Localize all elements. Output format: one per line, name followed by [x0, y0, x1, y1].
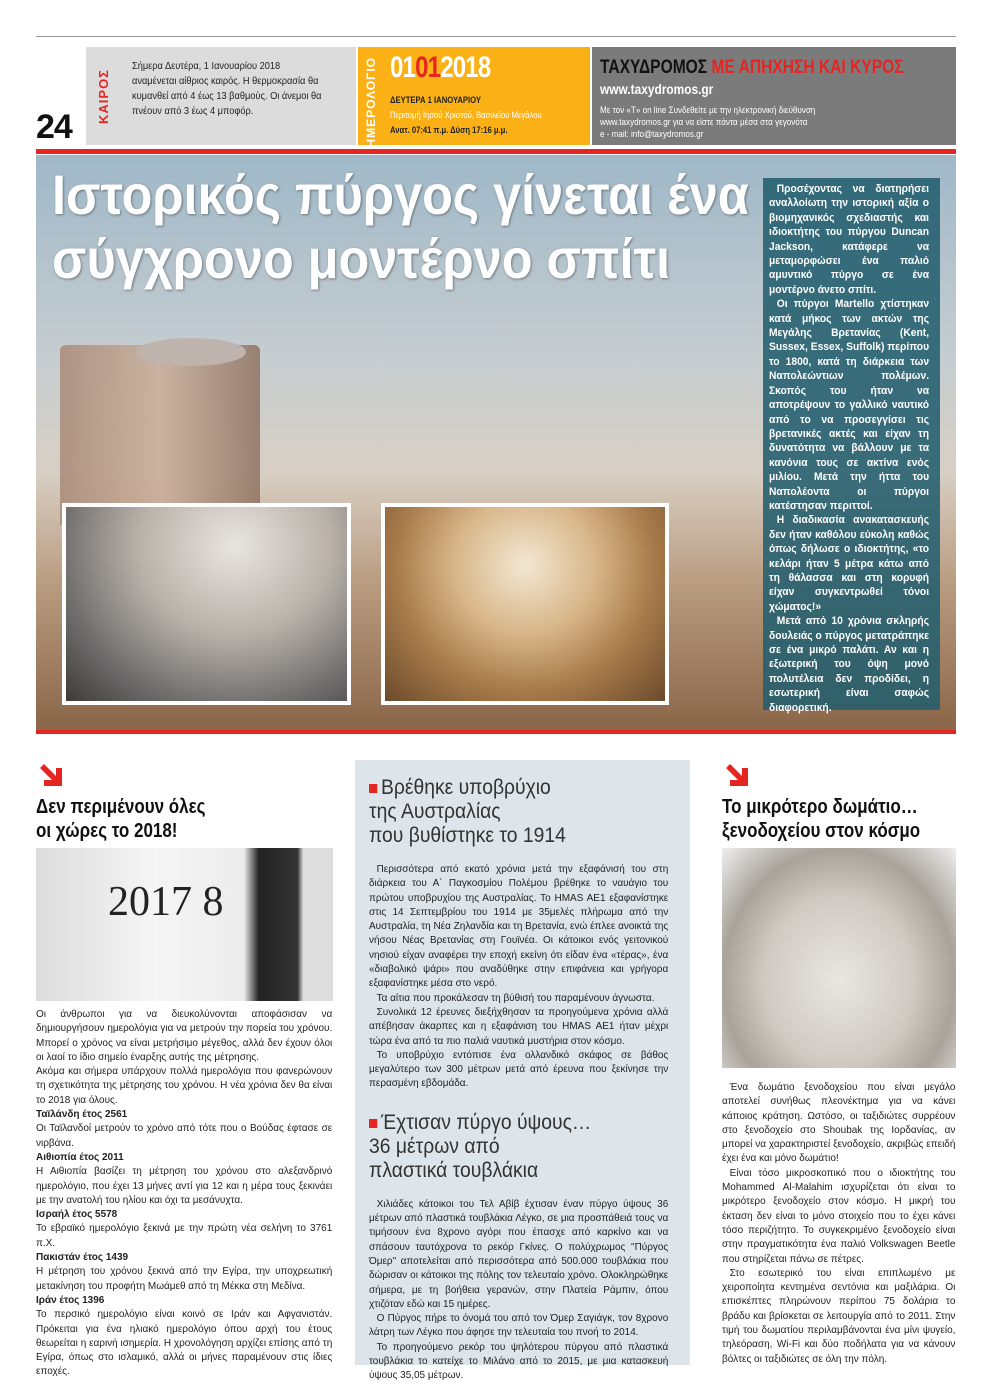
right-article: [722, 1080, 956, 1366]
calendar-box: [358, 47, 590, 148]
red-divider: [36, 149, 956, 154]
tower-image: [60, 345, 260, 525]
volkswagen-hotel-photo: [722, 848, 956, 1068]
calendar-feast: Περιτομή Ιησού Χριστού, Βασιλείου Μεγάλου: [390, 110, 542, 120]
calendar-2018-photo: [36, 848, 333, 1001]
paragraph: Οι πύργοι Martello χτίστηκαν κατά μήκος των ακτών της Μεγάλης Βρετανίας (Kent, Sussex, Essex, Suffolk) περίπου το 1800, κατά τη διάρκεια των Ναπολεώντιων πολέμων. Σκοπός του ήταν να αποτρέψουν το γαλλικό ναυτικό από το να προσεγγίσει τις βρετανικές ακτές και είχαν τη δυνατότητα να βάλλουν με τα κανόνια τους σε ακτίνα ενός μιλίου. Μετά την ήττα του Ναπολέοντα οι πύργοι κατέστησαν περιττοί.: [769, 298, 930, 512]
headline-line: ξενοδοχείου στον κόσμο: [722, 820, 921, 842]
headline-line: Δεν περιμένουν όλες: [36, 796, 206, 818]
calendar-date: 01012018: [390, 51, 491, 84]
calendar-label: ΗΜΕΡΟΛΟΓΙΟ: [364, 57, 378, 148]
arrow-down-right-icon: [724, 762, 752, 790]
red-divider: [36, 730, 956, 734]
paragraph: Χιλιάδες κάτοικοι του Τελ Αβίβ έχτισαν έναν πύργο ύψους 36 μέτρων από πλαστικά τουβλάκια Λέγκο, σε μια προσπάθειά τους να τιμήσουν ένα 8χρονο αγόρι που έπασχε από καρκίνο και να σπάσουν ταυτόχρονα το ρεκόρ Γκίνες. Ο πολύχρωμος "Πύργος Όμερ" αποτελείται από περισσότερα από 500.000 τουβλάκια που δώρισαν οι κάτοικοι της πόλης τον τελευταίο χρόνο. Ολοκληρώθηκε σήμερα, με τη βοήθεια γερανών, στην Πλατεία Ράμπιν, όπου χτιζόταν εδώ και 15 ημέρες.: [369, 1197, 669, 1310]
headline-line: οι χώρες το 2018!: [36, 820, 178, 842]
masthead-email[interactable]: e - mail: info@taxydromos.gr: [600, 129, 704, 140]
lead-headline: Ιστορικός πύργος γίνεται ένα σύγχρονο μοντέρνο σπίτι: [52, 163, 749, 290]
paragraph: Ο Πύργος πήρε το όνομά του από τον Όμερ Σαγιάγκ, τον 8χρονο λάτρη των Λέγκο που άφησε την τελευταία του πνοή το 2014.: [369, 1312, 669, 1339]
interior-photo-brick-room: [381, 503, 669, 705]
arrow-down-right-icon: [38, 762, 66, 790]
tower-roof: [136, 338, 246, 366]
masthead-url[interactable]: www.taxydromos.gr: [600, 81, 714, 97]
paragraph: Η μέτρηση του χρόνου ξεκινά από την Εγίρα, την υποχρεωτική μετακίνηση του προφήτη Μωάμεθ από τη Μέκκα στη Μεδίνα.: [36, 1265, 333, 1292]
subheading: Ισραήλ έτος 5578: [36, 1208, 118, 1221]
paragraph: Είναι τόσο μικροσκοπικό που ο ιδιοκτήτης του Mohammed Al-Malahim ισχυρίζεται ότι είναι το μικρότερο ξενοδοχείο στον κόσμο. Η μικρή του έκταση δεν είναι το μόνο στοιχείο που το έχει κάνει τόσο περιζήτητο. Το συγκεκριμένο ξενοδοχείο είναι στην πραγματικότητα ένα παλιό Volkswagen Beetle που στηρίζεται πάνω σε πέτρες.: [722, 1166, 956, 1265]
paragraph: Συνολικά 12 έρευνες διεξήχθησαν τα προηγούμενα χρόνια αλλά απέβησαν άκαρπες και η εξαφάνιση του HMAS AE1 ήταν μέχρι τώρα ένα από τα πιο παλιά ναυτικά μυστήρια στον κόσμο.: [369, 1005, 669, 1047]
masthead-title: ΤΑΧΥΔΡΟΜΟΣ ΜΕ ΑΠΗΧΗΣΗ ΚΑΙ ΚΥΡΟΣ: [600, 57, 904, 78]
lead-article-box: [763, 178, 940, 714]
right-headline: [722, 795, 955, 843]
paragraph: Μετά από 10 χρόνια σκληρής δουλειάς ο πύργος μετατράπηκε σε ένα μικρό παλάτι. Αν και η εξωτερική του όψη μονό πολυτέλεια δεν προδίδει, η εσωτερική είναι σαφώς διαφορετική.: [769, 615, 930, 714]
paragraph: Η Αιθιοπία βασίζει τη μέτρηση του χρόνου στο αλεξανδρινό ημερολόγιο, που έχει 13 μήνες αντί για 12 και η μέρα τους ξεκινάει με την ανατολή του ηλίου και όχι τα μεσάνυχτα.: [36, 1165, 333, 1206]
subheading: Αιθιοπία έτος 2011: [36, 1150, 124, 1163]
left-headline: [36, 795, 235, 843]
submarine-headline: Βρέθηκε υποβρύχιο της Αυστραλίας που βυθίστηκε το 1914: [369, 776, 566, 847]
page-number: 24: [36, 108, 72, 146]
weather-label: ΚΑΙΡΟΣ: [96, 69, 111, 124]
weather-text: Σήμερα Δευτέρα, 1 Ιανουαρίου 2018 αναμένεται αίθριος καιρός. Η θερμοκρασία θα κυμανθεί από 4 έως 13 βαθμούς. Οι άνεμοι θα πνέουν από 3 έως 4 μποφόρ.: [132, 60, 322, 117]
subheading: Πακιστάν έτος 1439: [36, 1251, 129, 1264]
interior-photo-living-room: [62, 503, 351, 705]
paragraph: Το περσικό ημερολόγιο είναι κοινό σε Ιράν και Αφγανιστάν. Πρόκειται για ένα ηλιακό ημερολόγιο όπου αρχή του έτους θεωρείται η εαρινή ισημερία. Η χρονολόγηση αρχίζει επίσης από τη Εγίρα, όπως στο ισλαμικό, αλλά οι μήνες παραμένουν στις ίδιες εποχές.: [36, 1308, 333, 1378]
masthead-line: Με τον «Τ» on line Συνδεθείτε με την ηλεκτρονική διεύθυνση: [600, 105, 816, 116]
paragraph: Ακόμα και σήμερα υπάρχουν πολλά ημερολόγια που φανερώνουν τη σχετικότητα της μέτρησης του χρόνου. Η νέα χρόνια δεν θα είναι το 2018 για όλους.: [36, 1065, 333, 1106]
headline-line: Το μικρότερο δωμάτιο…: [722, 796, 918, 818]
image-text: 2017 8: [108, 879, 224, 925]
paragraph: Οι άνθρωποι για να διευκολύνονται αποφάσισαν να δημιουργήσουν ημερολόγια για να μετρούν την πορεία του χρόνου. Μπορεί ο χρόνος να είναι μετρήσιμο μέγεθος, αλλά δεν έχουν όλοι οι λαοί το ίδιο σημείο έναρξης αυτής της μέτρησης.: [36, 1008, 333, 1063]
calendar-sun: Ανατ. 07:41 π.μ. Δύση 17:16 μ.μ.: [390, 125, 508, 135]
subheading: Ταϊλάνδη έτος 2561: [36, 1108, 128, 1121]
paragraph: Προσέχοντας να διατηρήσει αναλλοίωτη την ιστορική αξία ο βιομηχανικός σχεδιαστής και ιδιοκτήτης του πύργου Duncan Jackson, κατάφερε να μεταμορφώσει ένα παλιό αμυντικό πύργο σε ένα μοντέρνο άνετο σπίτι.: [769, 183, 930, 296]
paragraph: Τα αίτια που προκάλεσαν τη βύθισή του παραμένουν άγνωστα.: [376, 991, 655, 1004]
masthead: [592, 47, 956, 145]
left-article: [36, 1007, 333, 1379]
paragraph: Ένα δωμάτιο ξενοδοχείου που είναι μεγάλο αποτελεί συνήθως πλεονέκτημα για να κάνει κάποιος κράτηση. Ωστόσο, οι ταξιδιώτες συρρέουν στο ξενοδοχείο στο Shoubak της Ιορδανίας, αν μπορεί να χαρακτηριστεί ξενοδοχείο, ακριβώς επειδή έχει ένα και μόνο δωμάτιο!: [722, 1081, 956, 1165]
paragraph: Το προηγούμενο ρεκόρ του ψηλότερου πύργου από πλαστικά τουβλάκια το κατείχε το Μιλάνο από το 2015, με μια κατασκευή ύψους 35,05 μέτρων.: [369, 1340, 669, 1382]
lego-tower-headline: Έχτισαν πύργο ύψους… 36 μέτρων από πλαστικά τουβλάκια: [369, 1110, 592, 1182]
paragraph: Το εβραϊκό ημερολόγιο ξεκινά με την πρώτη νέα σελήνη το 3761 π.Χ.: [36, 1222, 333, 1249]
masthead-line: www.taxydromos.gr για να είστε πάντα μέσα στα γεγονότα: [600, 117, 808, 128]
paragraph: Η διαδικασία ανακατασκευής δεν ήταν καθόλου εύκολη καθώς όπως δήλωσε ο ιδιοκτήτης, «το κελάρι ήταν 5 μέτρα κάτω από τη θάλασσα και στη κορυφή είχαν συγκεντρωθεί τόνοι χώματος!»: [769, 514, 930, 613]
top-rule: [36, 36, 956, 37]
paragraph: Στο εσωτερικό του είναι επιπλωμένο με χειροποίητα κεντημένα σεντόνια και μαξιλάρια. Οι επισκέπτες πληρώνουν περίπου 75 δολάρια το βράδυ και βρίσκεται σε λειτουργία από το 2011. Στην τιμή του δωματίου περιλαμβάνονται ένα μίνι ψυγείο, τηλεόραση, Wi-Fi και δύο ποδήλατα για να κάνουν βόλτες οι ταξιδιώτες σε όλη την πόλη.: [722, 1266, 956, 1365]
calendar-day: ΔΕΥΤΕΡΑ 1 ΙΑΝΟΥΑΡΙΟΥ: [390, 95, 481, 105]
subheading: Ιράν έτος 1396: [36, 1293, 105, 1306]
bullet-square-icon: [369, 784, 377, 793]
bullet-square-icon: [369, 1119, 377, 1128]
middle-news-box: [355, 760, 690, 1382]
paragraph: Το υποβρύχιο εντόπισε ένα ολλανδικό σκάφος σε βάθος μεγαλύτερο των 300 μέτρων μετά από έρευνα που ξεκίνησε την περασμένη εβδομάδα.: [369, 1048, 669, 1090]
weather-box: [86, 47, 356, 145]
paragraph: Περισσότερα από εκατό χρόνια μετά την εξαφάνισή του στη διάρκεια του Α΄ Παγκοσμίου Πολέμου βρέθηκε το ναυάγιο του πρώτου υποβρυχίου της Αυστραλίας. Το HMAS AE1 εξαφανίστηκε στις 14 Σεπτεμβρίου του 1914 με 35μελές πλήρωμα από την Αυστραλία, τη Νέα Ζηλανδία και τη Βρετανία, ενώ έπλεε ανοικτά της νήσου Νέας Βρετανίας στη Γουϊνέα. Οι κάτοικοι ενός γειτονικού νησιού είχαν αναφέρει την εποχή εκείνη ότι είδαν ένα «τέρας», ένα «διαβολικό ψάρι» που αναδύθηκε στην επιφάνεια και γρήγορα εξαφανίστηκε μέσα στο νερό.: [369, 863, 669, 990]
paragraph: Οι Ταϊλανδοί μετρούν το χρόνο από τότε που ο Βούδας έφτασε σε νιρβάνα.: [36, 1122, 333, 1149]
